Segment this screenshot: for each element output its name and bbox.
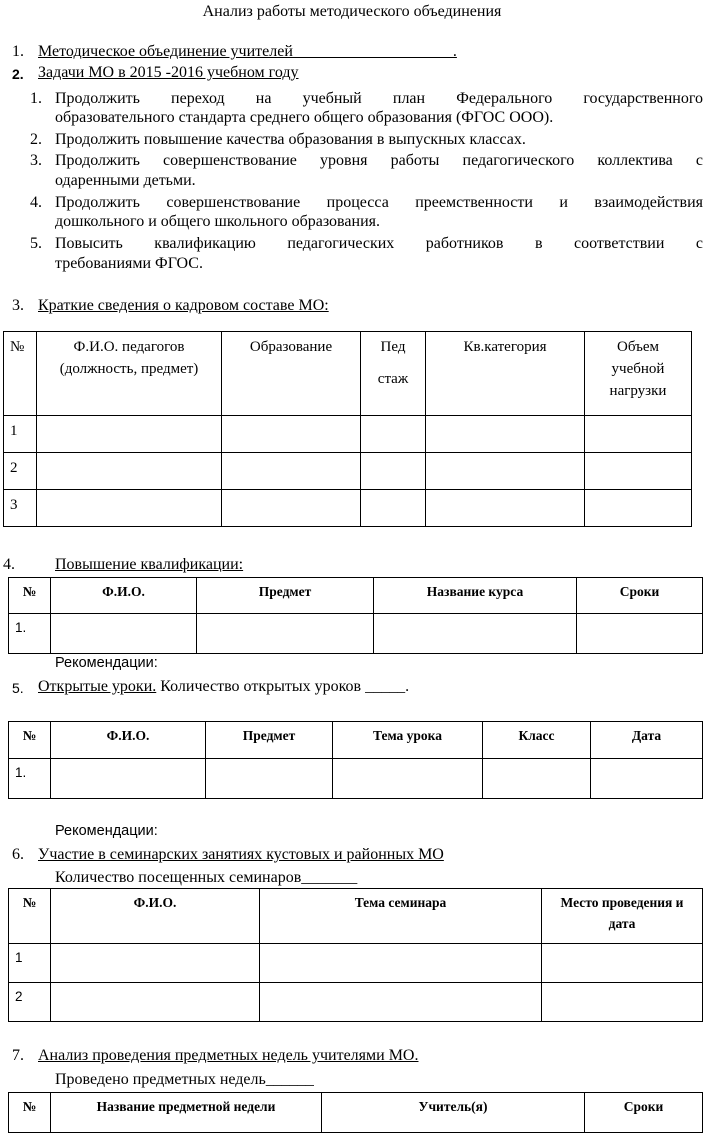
table-row [9, 983, 703, 1022]
col-header-category: Кв.категория [426, 332, 585, 416]
task-number: 4. [30, 194, 42, 211]
col-header-number: № [4, 332, 37, 416]
task-line: одаренными детьми. [55, 172, 196, 189]
col-header-workload-line: нагрузки [609, 383, 667, 399]
row-number: 3 [4, 490, 37, 527]
col-header-name: Ф.И.О. [51, 889, 260, 944]
col-header-place-date [542, 889, 703, 944]
section-2-text: Задачи МО в 2015 -2016 учебном году [38, 64, 299, 81]
task-line: Продолжить переход на учебный план Федерального государственного [55, 90, 703, 107]
row-number: 1 [4, 416, 37, 453]
col-header-name-line: (должность, предмет) [59, 361, 199, 377]
section-5-count: Количество открытых уроков _____. [156, 678, 410, 695]
table-cell[interactable] [222, 490, 361, 527]
col-header-workload [585, 332, 692, 416]
table-header-row [9, 722, 703, 759]
table-cell[interactable] [585, 416, 692, 453]
section-1-text: Методическое объединение учителей____________________. [38, 43, 457, 60]
section-2-number: 2. [12, 66, 24, 82]
table-cell[interactable] [577, 614, 703, 654]
section-1-number: 1. [12, 43, 24, 60]
row-number: 1. [9, 759, 51, 799]
col-header-subject: Предмет [206, 722, 333, 759]
open-lessons-table [8, 721, 703, 799]
seminars-count: Количество посещенных семинаров_______ [55, 869, 358, 886]
col-header-workload-line: Объем [617, 339, 659, 355]
recommendations-label: Рекомендации: [55, 823, 158, 839]
recommendations-label: Рекомендации: [55, 655, 158, 671]
task-line: дошкольного и общего школьного образования. [55, 213, 380, 230]
col-header-education: Образование [222, 332, 361, 416]
col-header-week-name: Название предметной недели [51, 1093, 322, 1133]
col-header-experience [361, 332, 426, 416]
table-cell[interactable] [361, 490, 426, 527]
row-number: 2 [4, 453, 37, 490]
table-cell[interactable] [374, 614, 577, 654]
table-header-row [9, 1093, 703, 1133]
table-cell[interactable] [222, 416, 361, 453]
table-row [9, 944, 703, 983]
col-header-experience-line: стаж [377, 371, 409, 387]
table-header-row [4, 332, 692, 416]
table-cell[interactable] [361, 416, 426, 453]
col-header-number: № [9, 578, 51, 614]
seminars-table [8, 888, 703, 1022]
document-title: Анализ работы методического объединения [202, 3, 502, 20]
section-4-text: Повышение квалификации: [55, 556, 244, 573]
col-header-dates: Сроки [577, 578, 703, 614]
table-cell[interactable] [37, 416, 222, 453]
row-number: 1. [9, 614, 51, 654]
col-header-name: Ф.И.О. [51, 722, 206, 759]
col-header-name [37, 332, 222, 416]
table-cell[interactable] [585, 490, 692, 527]
subject-weeks-table [8, 1092, 703, 1133]
col-header-number: № [9, 722, 51, 759]
table-row [4, 490, 692, 527]
col-header-name-line: Ф.И.О. педагогов [73, 339, 185, 355]
col-header-date: Дата [591, 722, 703, 759]
table-cell[interactable] [585, 453, 692, 490]
section-3-text: Краткие сведения о кадровом составе МО: [38, 297, 329, 314]
table-cell[interactable] [333, 759, 483, 799]
task-number: 3. [30, 152, 42, 169]
col-header-number: № [9, 889, 51, 944]
table-cell[interactable] [426, 416, 585, 453]
table-cell[interactable] [483, 759, 591, 799]
staff-table [3, 331, 692, 527]
table-cell[interactable] [260, 944, 542, 983]
col-header-number: № [9, 1093, 51, 1133]
subject-weeks-count: Проведено предметных недель______ [55, 1071, 314, 1088]
table-cell[interactable] [51, 944, 260, 983]
table-cell[interactable] [51, 983, 260, 1022]
table-cell[interactable] [542, 983, 703, 1022]
section-6-text: Участие в семинарских занятиях кустовых и районных МО [38, 846, 444, 863]
section-5-text [38, 678, 409, 696]
section-4-number: 4. [3, 556, 15, 573]
table-cell[interactable] [37, 490, 222, 527]
col-header-dates: Сроки [585, 1093, 703, 1133]
col-header-lesson-topic: Тема урока [333, 722, 483, 759]
col-header-place-date-line: дата [608, 916, 636, 931]
table-row [4, 416, 692, 453]
row-number: 2 [9, 983, 51, 1022]
task-line: Повысить квалификацию педагогических работников в соответствии с [55, 235, 703, 252]
col-header-name: Ф.И.О. [51, 578, 197, 614]
table-cell[interactable] [260, 983, 542, 1022]
task-line: требованиями ФГОС. [55, 255, 203, 272]
table-row [9, 759, 703, 799]
table-row [9, 614, 703, 654]
section-3-number: 3. [12, 297, 24, 314]
table-cell[interactable] [542, 944, 703, 983]
col-header-seminar-topic: Тема семинара [260, 889, 542, 944]
section-5-title: Открытые уроки. [38, 678, 157, 695]
row-number: 1 [9, 944, 51, 983]
table-cell[interactable] [51, 614, 197, 654]
col-header-teachers: Учитель(я) [322, 1093, 585, 1133]
task-number: 5. [30, 235, 42, 252]
task-number: 2. [30, 131, 42, 148]
col-header-experience-line: Пед [380, 339, 406, 355]
table-cell[interactable] [426, 453, 585, 490]
col-header-class: Класс [483, 722, 591, 759]
task-number: 1. [30, 90, 42, 107]
table-cell[interactable] [206, 759, 333, 799]
section-7-number: 7. [12, 1047, 24, 1064]
col-header-course: Название курса [374, 578, 577, 614]
task-line: образовательного стандарта среднего общего образования (ФГОС ООО). [55, 109, 554, 126]
table-cell[interactable] [51, 759, 206, 799]
training-table [8, 577, 703, 654]
table-row [4, 453, 692, 490]
table-cell[interactable] [222, 453, 361, 490]
table-header-row [9, 889, 703, 944]
col-header-workload-line: учебной [611, 361, 665, 377]
section-5-number: 5. [12, 680, 24, 696]
section-7-text: Анализ проведения предметных недель учителями МО. [38, 1047, 419, 1064]
table-cell[interactable] [426, 490, 585, 527]
col-header-subject: Предмет [197, 578, 374, 614]
task-line: Продолжить совершенствование уровня работы педагогического коллектива с [55, 152, 703, 169]
section-6-number: 6. [12, 846, 24, 863]
table-cell[interactable] [361, 453, 426, 490]
table-cell[interactable] [37, 453, 222, 490]
col-header-place-date-line: Место проведения и [560, 895, 684, 910]
table-header-row [9, 578, 703, 614]
task-line: Продолжить повышение качества образования в выпускных классах. [55, 131, 526, 148]
task-line: Продолжить совершенствование процесса преемственности и взаимодействия [55, 194, 703, 211]
table-cell[interactable] [197, 614, 374, 654]
table-cell[interactable] [591, 759, 703, 799]
